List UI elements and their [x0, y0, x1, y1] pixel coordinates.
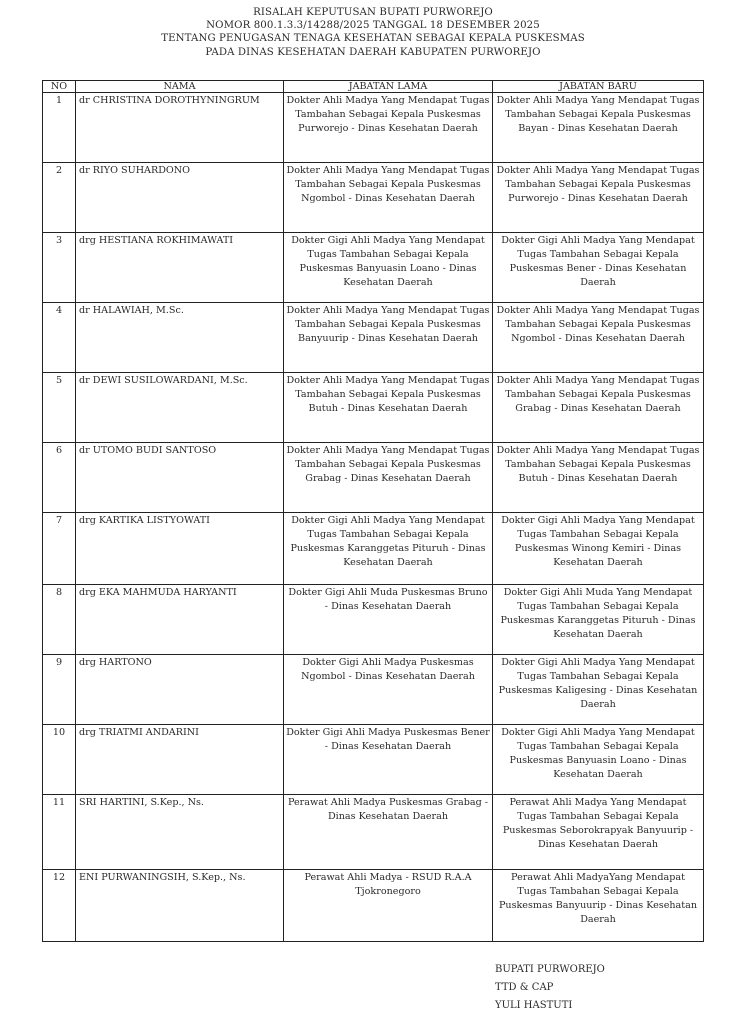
cell-nama: dr CHRISTINA DOROTHYNINGRUM: [76, 93, 284, 163]
title-line-1: RISALAH KEPUTUSAN BUPATI PURWOREJO: [253, 7, 493, 18]
cell-jabatan-lama: Dokter Ahli Madya Yang Mendapat Tugas Tambahan Sebagai Kepala Puskesmas Ngombol - Dinas Kesehatan Daerah: [284, 163, 493, 233]
cell-nama: drg HARTONO: [76, 655, 284, 725]
cell-no: 2: [43, 163, 76, 233]
cell-no: 8: [43, 585, 76, 655]
cell-jabatan-baru: Perawat Ahli Madya Yang Mendapat Tugas Tambahan Sebagai Kepala Puskesmas Seborokrapyak Banyuurip - Dinas Kesehatan Daerah: [493, 795, 704, 870]
table-row: [43, 725, 704, 795]
cell-no: 9: [43, 655, 76, 725]
cell-no: 7: [43, 513, 76, 585]
cell-jabatan-baru: Dokter Ahli Madya Yang Mendapat Tugas Tambahan Sebagai Kepala Puskesmas Grabag - Dinas Kesehatan Daerah: [493, 373, 704, 443]
cell-no: 4: [43, 303, 76, 373]
table-row: [43, 373, 704, 443]
cell-jabatan-lama: Dokter Gigi Ahli Madya Yang Mendapat Tugas Tambahan Sebagai Kepala Puskesmas Banyuasin Loano - Dinas Kesehatan Daerah: [284, 233, 493, 303]
table-header-row: [43, 81, 704, 93]
cell-jabatan-lama: Dokter Gigi Ahli Muda Puskesmas Bruno - Dinas Kesehatan Daerah: [284, 585, 493, 655]
cell-jabatan-lama: Dokter Ahli Madya Yang Mendapat Tugas Tambahan Sebagai Kepala Puskesmas Purworejo - Dinas Kesehatan Daerah: [284, 93, 493, 163]
cell-no: 12: [43, 870, 76, 942]
signature-note: TTD & CAP: [495, 982, 554, 993]
document-title: [0, 6, 746, 59]
cell-nama: dr HALAWIAH, M.Sc.: [76, 303, 284, 373]
signature-name: YULI HASTUTI: [495, 1000, 573, 1011]
cell-jabatan-baru: Dokter Ahli Madya Yang Mendapat Tugas Tambahan Sebagai Kepala Puskesmas Butuh - Dinas Kesehatan Daerah: [493, 443, 704, 513]
table-row: [43, 443, 704, 513]
cell-nama: dr RIYO SUHARDONO: [76, 163, 284, 233]
table-row: [43, 870, 704, 942]
cell-jabatan-lama: Dokter Gigi Ahli Madya Yang Mendapat Tugas Tambahan Sebagai Kepala Puskesmas Karanggetas Pituruh - Dinas Kesehatan Daerah: [284, 513, 493, 585]
table-row: [43, 795, 704, 870]
cell-no: 5: [43, 373, 76, 443]
cell-jabatan-baru: Perawat Ahli MadyaYang Mendapat Tugas Tambahan Sebagai Kepala Puskesmas Banyuurip - Dinas Kesehatan Daerah: [493, 870, 704, 942]
cell-jabatan-baru: Dokter Ahli Madya Yang Mendapat Tugas Tambahan Sebagai Kepala Puskesmas Ngombol - Dinas Kesehatan Daerah: [493, 303, 704, 373]
cell-jabatan-baru: Dokter Ahli Madya Yang Mendapat Tugas Tambahan Sebagai Kepala Puskesmas Purworejo - Dinas Kesehatan Daerah: [493, 163, 704, 233]
assignment-table: [42, 80, 704, 942]
cell-jabatan-baru: Dokter Gigi Ahli Madya Yang Mendapat Tugas Tambahan Sebagai Kepala Puskesmas Bener - Dinas Kesehatan Daerah: [493, 233, 704, 303]
cell-nama: SRI HARTINI, S.Kep., Ns.: [76, 795, 284, 870]
signature-title: BUPATI PURWOREJO: [495, 964, 605, 975]
cell-jabatan-lama: Dokter Gigi Ahli Madya Puskesmas Ngombol - Dinas Kesehatan Daerah: [284, 655, 493, 725]
cell-jabatan-lama: Dokter Ahli Madya Yang Mendapat Tugas Tambahan Sebagai Kepala Puskesmas Butuh - Dinas Kesehatan Daerah: [284, 373, 493, 443]
cell-nama: drg KARTIKA LISTYOWATI: [76, 513, 284, 585]
title-line-3: TENTANG PENUGASAN TENAGA KESEHATAN SEBAGAI KEPALA PUSKESMAS: [161, 33, 585, 45]
cell-no: 3: [43, 233, 76, 303]
cell-nama: ENI PURWANINGSIH, S.Kep., Ns.: [76, 870, 284, 942]
column-header-no: NO: [43, 81, 76, 93]
title-line-2: NOMOR 800.1.3.3/14288/2025 TANGGAL 18 DESEMBER 2025: [206, 20, 540, 32]
cell-jabatan-lama: Dokter Gigi Ahli Madya Puskesmas Bener - Dinas Kesehatan Daerah: [284, 725, 493, 795]
title-line-4: PADA DINAS KESEHATAN DAERAH KABUPATEN PURWOREJO: [205, 46, 541, 58]
cell-jabatan-baru: Dokter Gigi Ahli Madya Yang Mendapat Tugas Tambahan Sebagai Kepala Puskesmas Kaligesing - Dinas Kesehatan Daerah: [493, 655, 704, 725]
cell-jabatan-baru: Dokter Gigi Ahli Muda Yang Mendapat Tugas Tambahan Sebagai Kepala Puskesmas Karanggetas Pituruh - Dinas Kesehatan Daerah: [493, 585, 704, 655]
table-row: [43, 303, 704, 373]
signature-block: [495, 961, 605, 1015]
cell-jabatan-lama: Perawat Ahli Madya - RSUD R.A.A Tjokronegoro: [284, 870, 493, 942]
cell-nama: drg EKA MAHMUDA HARYANTI: [76, 585, 284, 655]
cell-jabatan-baru: Dokter Gigi Ahli Madya Yang Mendapat Tugas Tambahan Sebagai Kepala Puskesmas Winong Kemiri - Dinas Kesehatan Daerah: [493, 513, 704, 585]
cell-jabatan-lama: Perawat Ahli Madya Puskesmas Grabag - Dinas Kesehatan Daerah: [284, 795, 493, 870]
cell-nama: drg TRIATMI ANDARINI: [76, 725, 284, 795]
cell-no: 10: [43, 725, 76, 795]
cell-no: 6: [43, 443, 76, 513]
cell-jabatan-baru: Dokter Gigi Ahli Madya Yang Mendapat Tugas Tambahan Sebagai Kepala Puskesmas Banyuasin Loano - Dinas Kesehatan Daerah: [493, 725, 704, 795]
table-row: [43, 655, 704, 725]
cell-no: 1: [43, 93, 76, 163]
table-row: [43, 585, 704, 655]
column-header-jabatan-baru: JABATAN BARU: [493, 81, 704, 93]
table-row: [43, 233, 704, 303]
cell-jabatan-lama: Dokter Ahli Madya Yang Mendapat Tugas Tambahan Sebagai Kepala Puskesmas Grabag - Dinas Kesehatan Daerah: [284, 443, 493, 513]
cell-jabatan-lama: Dokter Ahli Madya Yang Mendapat Tugas Tambahan Sebagai Kepala Puskesmas Banyuurip - Dinas Kesehatan Daerah: [284, 303, 493, 373]
table-row: [43, 513, 704, 585]
column-header-jabatan-lama: JABATAN LAMA: [284, 81, 493, 93]
cell-nama: dr DEWI SUSILOWARDANI, M.Sc.: [76, 373, 284, 443]
cell-no: 11: [43, 795, 76, 870]
cell-nama: dr UTOMO BUDI SANTOSO: [76, 443, 284, 513]
cell-nama: drg HESTIANA ROKHIMAWATI: [76, 233, 284, 303]
cell-jabatan-baru: Dokter Ahli Madya Yang Mendapat Tugas Tambahan Sebagai Kepala Puskesmas Bayan - Dinas Kesehatan Daerah: [493, 93, 704, 163]
table-row: [43, 163, 704, 233]
table-row: [43, 93, 704, 163]
column-header-nama: NAMA: [76, 81, 284, 93]
